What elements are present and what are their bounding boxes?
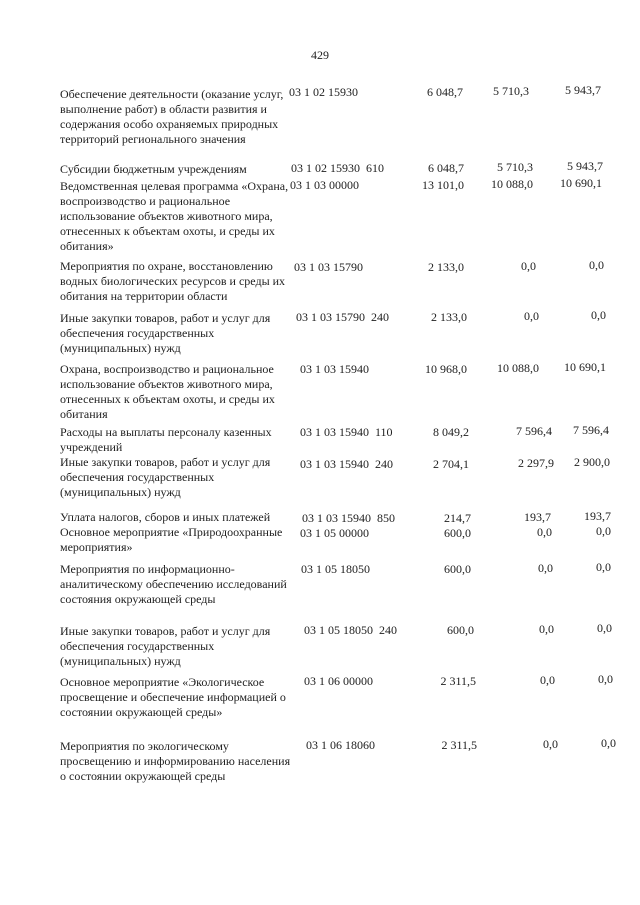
row-name: Расходы на выплаты персоналу казенных учреждений bbox=[60, 425, 272, 454]
amount-year-1: 2 311,5 bbox=[440, 674, 476, 688]
amount-year-3: 0,0 bbox=[601, 736, 616, 750]
amount-year-1: 600,0 bbox=[444, 562, 471, 576]
amount-year-3: 0,0 bbox=[597, 621, 612, 635]
budget-classification-code: 03 1 02 15930 bbox=[289, 85, 358, 99]
amount-year-3: 0,0 bbox=[589, 258, 604, 272]
amount-year-3: 193,7 bbox=[584, 509, 611, 523]
amount-year-3: 0,0 bbox=[598, 672, 613, 686]
amount-year-1: 6 048,7 bbox=[427, 85, 463, 99]
budget-classification-code: 03 1 05 18050 bbox=[301, 562, 370, 576]
amount-year-3: 10 690,1 bbox=[560, 176, 602, 190]
budget-classification-code: 03 1 05 00000 bbox=[300, 526, 369, 540]
amount-year-2: 10 088,0 bbox=[497, 361, 539, 375]
amount-year-1: 8 049,2 bbox=[433, 425, 469, 439]
row-name: Мероприятия по экологическому просвещению и информированию населения о состоянии окружающей среды bbox=[60, 739, 291, 783]
amount-year-1: 10 968,0 bbox=[425, 362, 467, 376]
amount-year-2: 0,0 bbox=[543, 737, 558, 751]
row-name: Иные закупки товаров, работ и услуг для обеспечения государственных (муниципальных) нужд bbox=[60, 311, 271, 355]
row-name: Уплата налогов, сборов и иных платежей bbox=[60, 510, 271, 524]
amount-year-2: 0,0 bbox=[538, 561, 553, 575]
budget-classification-code: 03 1 03 15940 240 bbox=[300, 457, 393, 471]
amount-year-2: 0,0 bbox=[521, 259, 536, 273]
amount-year-2: 0,0 bbox=[540, 673, 555, 687]
amount-year-2: 0,0 bbox=[537, 525, 552, 539]
amount-year-3: 0,0 bbox=[596, 524, 611, 538]
amount-year-3: 2 900,0 bbox=[574, 455, 610, 469]
amount-year-2: 2 297,9 bbox=[518, 456, 554, 470]
amount-year-3: 10 690,1 bbox=[564, 360, 606, 374]
budget-classification-code: 03 1 03 15940 110 bbox=[300, 425, 393, 439]
row-name: Иные закупки товаров, работ и услуг для обеспечения государственных (муниципальных) нужд bbox=[60, 455, 271, 499]
amount-year-2: 10 088,0 bbox=[491, 177, 533, 191]
amount-year-1: 2 704,1 bbox=[433, 457, 469, 471]
amount-year-2: 5 710,3 bbox=[493, 84, 529, 98]
budget-classification-code: 03 1 02 15930 610 bbox=[291, 161, 384, 175]
row-name: Обеспечение деятельности (оказание услуг, выполнение работ) в области развития и содержания особо охраняемых природных территорий регионального значения bbox=[60, 87, 284, 146]
budget-classification-code: 03 1 06 00000 bbox=[304, 674, 373, 688]
amount-year-1: 6 048,7 bbox=[428, 161, 464, 175]
budget-classification-code: 03 1 05 18050 240 bbox=[304, 623, 397, 637]
row-name: Ведомственная целевая программа «Охрана, воспроизводство и рациональное использование объектов животного мира, отнесенных к объектам охоты, и среды их обитания» bbox=[60, 179, 289, 253]
budget-classification-code: 03 1 06 18060 bbox=[306, 738, 375, 752]
amount-year-3: 5 943,7 bbox=[567, 159, 603, 173]
row-name: Мероприятия по информационно-аналитическому обеспечению исследований состояния окружающей среды bbox=[60, 562, 287, 606]
amount-year-1: 2 311,5 bbox=[441, 738, 477, 752]
amount-year-1: 2 133,0 bbox=[431, 310, 467, 324]
budget-classification-code: 03 1 03 15940 bbox=[300, 362, 369, 376]
amount-year-1: 214,7 bbox=[444, 511, 471, 525]
amount-year-2: 5 710,3 bbox=[497, 160, 533, 174]
amount-year-1: 2 133,0 bbox=[428, 260, 464, 274]
budget-classification-code: 03 1 03 15790 bbox=[294, 260, 363, 274]
amount-year-1: 600,0 bbox=[444, 526, 471, 540]
page-number: 429 bbox=[311, 48, 329, 62]
amount-year-2: 193,7 bbox=[524, 510, 551, 524]
amount-year-3: 0,0 bbox=[591, 308, 606, 322]
budget-classification-code: 03 1 03 00000 bbox=[290, 178, 359, 192]
amount-year-1: 600,0 bbox=[447, 623, 474, 637]
amount-year-2: 0,0 bbox=[539, 622, 554, 636]
amount-year-2: 7 596,4 bbox=[516, 424, 552, 438]
row-name: Мероприятия по охране, восстановлению водных биологических ресурсов и среды их обитания на территории области bbox=[60, 259, 286, 303]
budget-classification-code: 03 1 03 15790 240 bbox=[296, 310, 389, 324]
amount-year-3: 7 596,4 bbox=[573, 423, 609, 437]
amount-year-1: 13 101,0 bbox=[422, 178, 464, 192]
row-name: Охрана, воспроизводство и рациональное использование объектов животного мира, отнесенных к объектам охоты, и среды их обитания bbox=[60, 362, 275, 421]
row-name: Субсидии бюджетным учреждениям bbox=[60, 162, 247, 176]
budget-classification-code: 03 1 03 15940 850 bbox=[302, 511, 395, 525]
row-name: Иные закупки товаров, работ и услуг для обеспечения государственных (муниципальных) нужд bbox=[60, 624, 271, 668]
amount-year-3: 0,0 bbox=[596, 560, 611, 574]
row-name: Основное мероприятие «Природоохранные мероприятия» bbox=[60, 525, 283, 554]
row-name: Основное мероприятие «Экологическое просвещение и обеспечение информацией о состоянии окружающей среды» bbox=[60, 675, 286, 719]
amount-year-2: 0,0 bbox=[524, 309, 539, 323]
amount-year-3: 5 943,7 bbox=[565, 83, 601, 97]
